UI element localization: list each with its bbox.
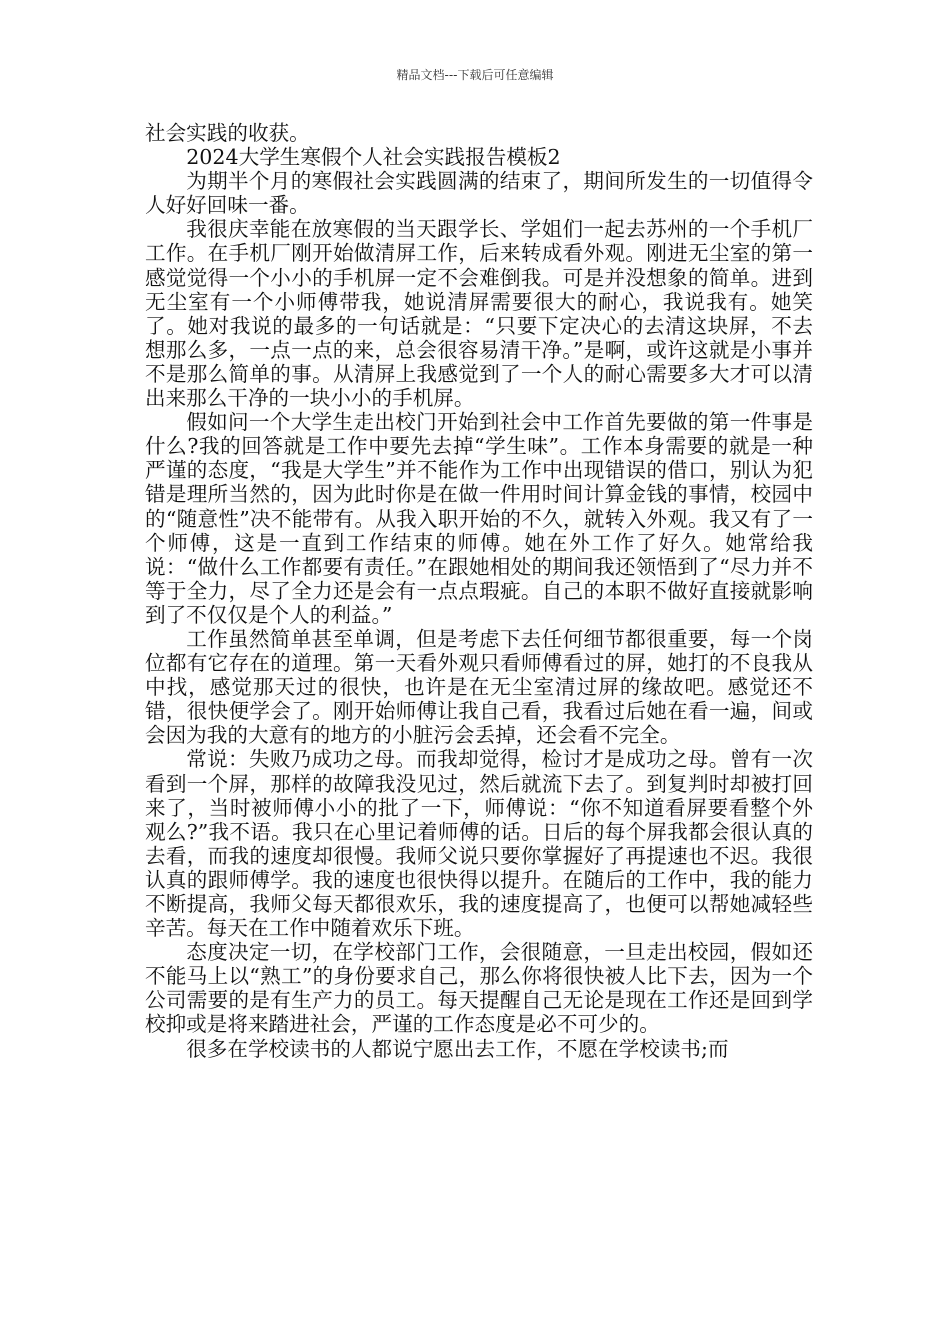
paragraph-9: 很多在学校读书的人都说宁愿出去工作，不愿在学校读书;而	[186, 1036, 729, 1061]
paragraph-4: 我很庆幸能在放寒假的当天跟学长、学姐们一起去苏州的一个手机厂工作。在手机厂刚开始做清屏工作，后来转成看外观。刚进无尘室的第一感觉觉得一个小小的手机屏一定不会难倒我。可是并没想象的简单。进到无尘室有一个小师傅带我，她说清屏需要很大的耐心，我说我有。她笑了。她对我说的最多的一句话就是：“只要下定决心的去清这块屏，不去想那么多，一点一点的来，总会很容易清干净。”是啊，或许这就是小事并不是那么简单的事。从清屏上我感觉到了一个人的耐心需要多大才可以清出来那么干净的一块小小的手机屏。	[145, 217, 813, 411]
paragraph-2-title: 2024大学生寒假个人社会实践报告模板2	[186, 145, 561, 170]
paragraph-7: 常说：失败乃成功之母。而我却觉得，检讨才是成功之母。曾有一次看到一个屏，那样的故障我没见过，然后就流下去了。到复判时却被打回来了，当时被师傅小小的批了一下，师傅说：“你不知道看屏要看整个外观么?”我不语。我只在心里记着师傅的话。日后的每个屏我都会很认真的去看，而我的速度却很慢。我师父说只要你掌握好了再提速也不迟。我很认真的跟师傅学。我的速度也很快得以提升。在随后的工作中，我的能力不断提高，我师父每天都很欢乐，我的速度提高了，也便可以帮她减轻些辛苦。每天在工作中随着欢乐下班。	[145, 747, 813, 941]
paragraph-5: 假如问一个大学生走出校门开始到社会中工作首先要做的第一件事是什么?我的回答就是工作中要先去掉“学生味”。工作本身需要的就是一种严谨的态度，“我是大学生”并不能作为工作中出现错误的借口，别认为犯错是理所当然的，因为此时你是在做一件用时间计算金钱的事情，校园中的“随意性”决不能带有。从我入职开始的不久，就转入外观。我又有了一个师傅，这是一直到工作结束的师傅。她在外工作了好久。她常给我说：“做什么工作都要有责任。”在跟她相处的期间我还领悟到了“尽力并不等于全力，尽了全力还是会有一点点瑕疵。自己的本职不做好直接就影响到了不仅仅是个人的利益。”	[145, 410, 813, 627]
paragraph-8: 态度决定一切，在学校部门工作，会很随意，一旦走出校园，假如还不能马上以“熟工”的身份要求自己，那么你将很快被人比下去，因为一个公司需要的是有生产力的员工。每天提醒自己无论是现在工作还是回到学校抑或是将来踏进社会，严谨的工作态度是必不可少的。	[145, 940, 813, 1037]
document-body	[145, 121, 813, 1061]
paragraph-6: 工作虽然简单甚至单调，但是考虑下去任何细节都很重要，每一个岗位都有它存在的道理。第一天看外观只看师傅看过的屏，她打的不良我从中找，感觉那天过的很快，也许是在无尘室清过屏的缘故吧。感觉还不错，很快便学会了。刚开始师傅让我自己看，我看过后她在看一遍，间或会因为我的大意有的地方的小脏污会丢掉，还会看不完全。	[145, 626, 813, 748]
paragraph-1: 社会实践的收获。	[145, 121, 310, 145]
paragraph-3: 为期半个月的寒假社会实践圆满的结束了，期间所发生的一切值得令人好好回味一番。	[145, 169, 813, 218]
page-header: 精品文档---下载后可任意编辑	[396, 68, 554, 82]
